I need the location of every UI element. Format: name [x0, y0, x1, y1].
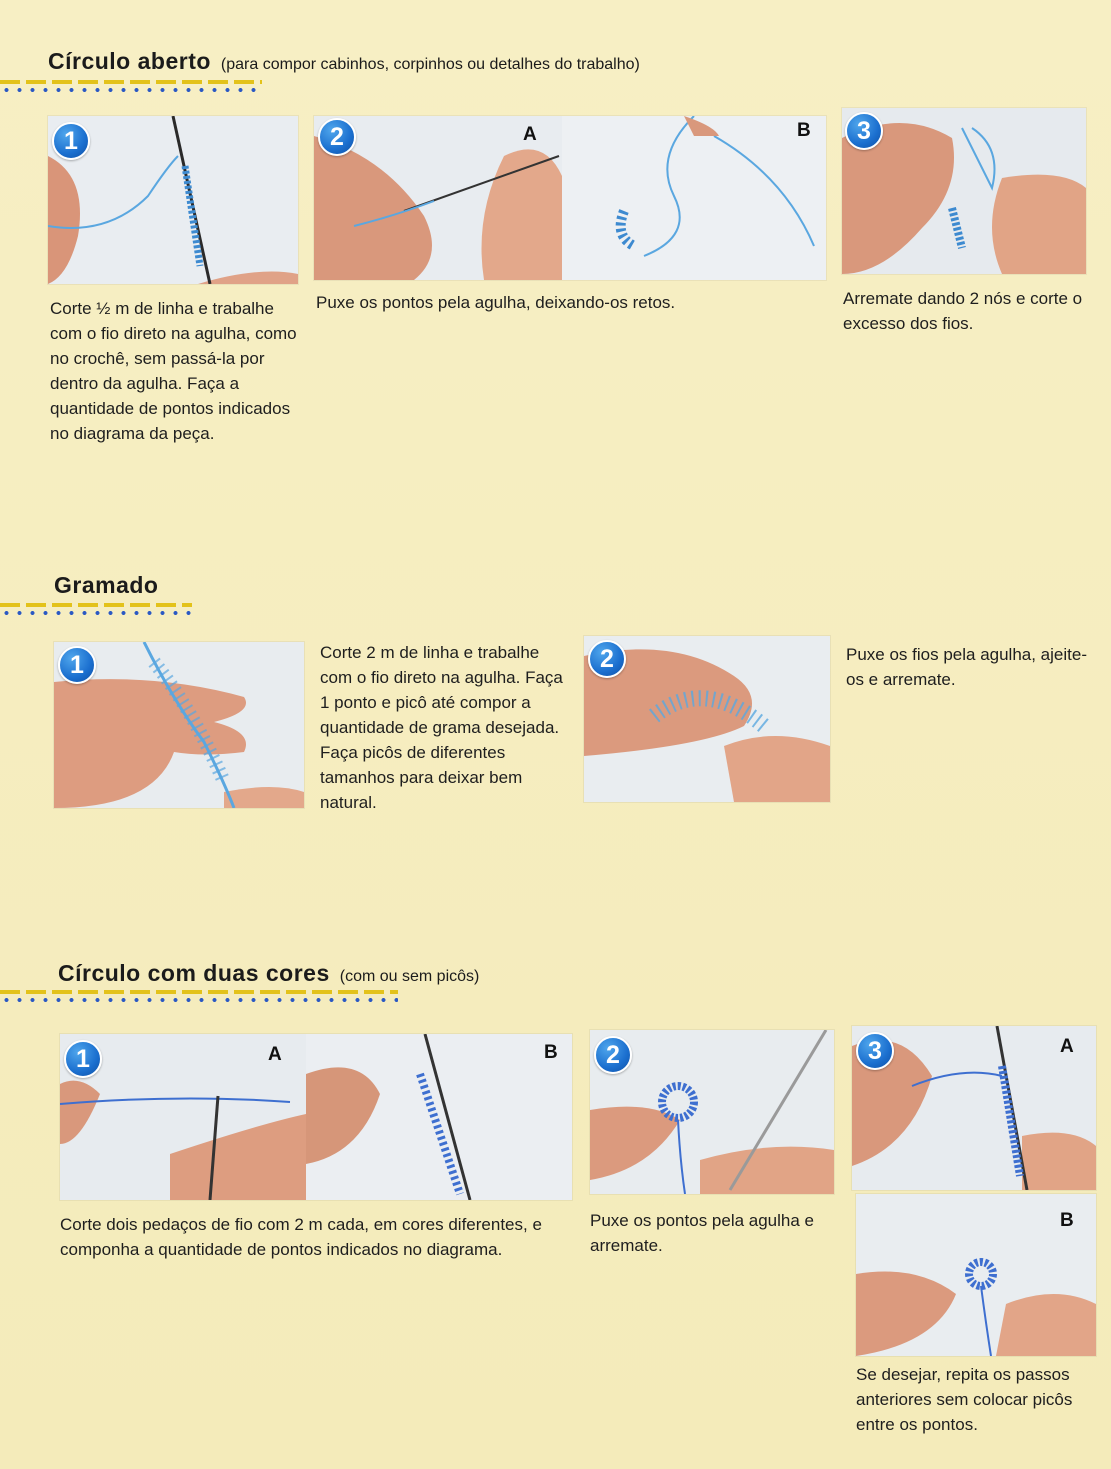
section-title: Círculo com duas cores: [58, 960, 330, 986]
step-caption: Puxe os pontos pela agulha, deixando-os retos.: [316, 293, 676, 312]
step-number-badge: 2: [318, 118, 356, 156]
dotted-divider: [0, 603, 192, 617]
step-caption: Puxe os pontos pela agulha e arremate.: [590, 1211, 815, 1255]
step-number-badge: 3: [845, 112, 883, 150]
step-photo: [60, 1034, 572, 1200]
step-caption: Corte dois pedaços de fio com 2 m cada, em cores diferentes, e componha a quantidade de pontos indicados no diagrama.: [60, 1215, 542, 1259]
photo-tag: B: [797, 120, 811, 141]
step-caption: Corte 2 m de linha e trabalhe com o fio direto na agulha. Faça 1 ponto e picô até compor a quantidade de grama desejada. Faça picôs de diferentes tamanhos para deixar bem natural.: [320, 643, 563, 812]
photo-tag: B: [1060, 1210, 1074, 1231]
step-caption: Se desejar, repita os passos anteriores sem colocar picôs entre os pontos.: [856, 1365, 1073, 1434]
step-caption: Corte ½ m de linha e trabalhe com o fio direto na agulha, como no crochê, sem passá-la por dentro da agulha. Faça a quantidade de pontos indicados no diagrama da peça.: [50, 299, 297, 443]
photo-tag: A: [523, 124, 537, 145]
step-photo: [314, 116, 826, 280]
section-heading-circulo-duas-cores: [58, 960, 479, 987]
step-caption: Arremate dando 2 nós e corte o excesso dos fios.: [843, 289, 1083, 333]
step-number-badge: 1: [58, 646, 96, 684]
section-heading-gramado: [54, 572, 158, 599]
section-title: Círculo aberto: [48, 48, 211, 74]
photo-tag: B: [544, 1042, 558, 1063]
step-caption: Puxe os fios pela agulha, ajeite-os e arremate.: [846, 645, 1087, 689]
section-title: Gramado: [54, 572, 159, 598]
dotted-divider: [0, 990, 398, 1004]
step-number-badge: 2: [594, 1036, 632, 1074]
section-heading-circulo-aberto: [48, 48, 640, 75]
photo-tag: A: [268, 1044, 282, 1065]
step-number-badge: 1: [64, 1040, 102, 1078]
photo-tag: A: [1060, 1036, 1074, 1057]
dotted-divider: [0, 80, 262, 94]
section-subtitle: (com ou sem picôs): [339, 968, 480, 985]
step-number-badge: 2: [588, 640, 626, 678]
step-number-badge: 1: [52, 122, 90, 160]
section-subtitle: (para compor cabinhos, corpinhos ou detalhes do trabalho): [220, 56, 640, 73]
step-number-badge: 3: [856, 1032, 894, 1070]
